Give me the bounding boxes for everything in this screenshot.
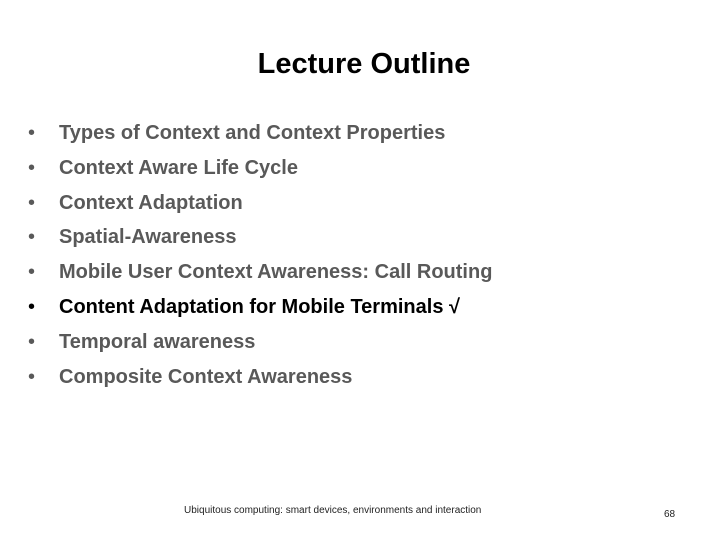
page-number: 68 — [664, 509, 676, 520]
outline-item-text: Temporal awareness — [59, 330, 256, 353]
outline-item-text: Spatial-Awareness — [59, 226, 237, 249]
outline-item-text: Context Aware Life Cycle — [59, 156, 298, 179]
slide-title: Lecture Outline — [257, 48, 471, 80]
bullet-icon: • — [28, 191, 36, 214]
bullet-icon: • — [28, 365, 36, 388]
bullet-icon: • — [28, 295, 36, 318]
bullet-icon: • — [28, 122, 36, 144]
bullet-icon: • — [28, 330, 36, 353]
bullet-icon: • — [28, 156, 36, 179]
bullet-icon: • — [28, 261, 36, 284]
outline-item-text: Composite Context Awareness — [59, 365, 353, 388]
slide-footer: Ubiquitous computing: smart devices, environments and interaction — [184, 505, 482, 516]
bullet-icon: • — [28, 226, 36, 249]
outline-item-text: Mobile User Context Awareness: Call Routing — [59, 261, 493, 284]
outline-item-text: Content Adaptation for Mobile Terminals √ — [59, 295, 460, 318]
outline-item-text: Types of Context and Context Properties — [59, 122, 446, 144]
outline-item-text: Context Adaptation — [59, 191, 243, 214]
